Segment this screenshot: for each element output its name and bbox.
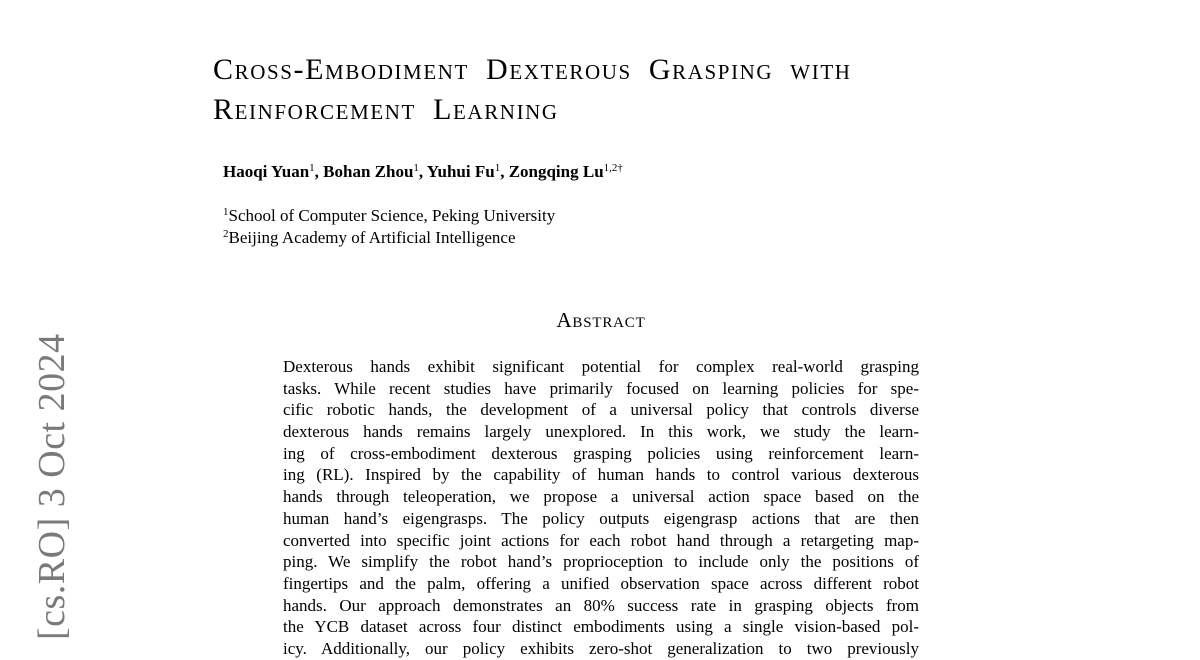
author-separator: , — [500, 162, 509, 181]
author-separator: , — [418, 162, 427, 181]
affiliation-text: School of Computer Science, Peking University — [228, 206, 556, 225]
author-affiliation-marker: 1 — [413, 162, 419, 174]
author — [323, 162, 427, 181]
author — [223, 162, 323, 181]
affiliation-list — [223, 205, 923, 249]
author-name: Yuhui Fu — [426, 162, 495, 181]
affiliation-text: Beijing Academy of Artificial Intelligence — [228, 228, 516, 247]
abstract-line: cific robotic hands, the development of a universal policy that controls diverse — [283, 400, 919, 420]
abstract-line: hands. Our approach demonstrates an 80% success rate in grasping objects from — [283, 595, 919, 615]
author-affiliation-marker: 1,2† — [603, 162, 623, 174]
paper-title-line-1: Cross-Embodiment Dexterous Grasping with — [213, 53, 852, 86]
abstract-line: ing of cross-embodiment dexterous grasping policies using reinforcement learn- — [283, 443, 919, 463]
affiliation-marker: 2 — [223, 228, 229, 240]
abstract-line: dexterous hands remains largely unexplored. In this work, we study the learn- — [283, 422, 919, 442]
abstract-line: ping. We simplify the robot hand’s proprioception to include only the positions of — [283, 552, 919, 572]
arxiv-stamp-text: [cs.RO] 3 Oct 2024 — [31, 333, 73, 640]
author-separator: , — [314, 162, 324, 181]
abstract-line: fingertips and the palm, offering a unified observation space across different robot — [283, 573, 919, 593]
abstract-line: converted into specific joint actions for each robot hand through a retargeting map- — [283, 530, 919, 550]
affiliation-marker: 1 — [223, 206, 229, 218]
author — [509, 162, 623, 181]
abstract-line: the YCB dataset across four distinct embodiments using a single vision-based pol- — [283, 617, 919, 637]
author-list — [223, 160, 923, 184]
abstract-line: ing (RL). Inspired by the capability of human hands to control various dexterous — [283, 465, 919, 485]
author — [427, 162, 509, 181]
abstract-line: Dexterous hands exhibit significant potential for complex real-world grasping — [283, 357, 919, 376]
abstract-line: hands through teleoperation, we propose a universal action space based on the — [283, 487, 919, 507]
abstract-line: human hand’s eigengrasps. The policy outputs eigengrasp actions that are then — [283, 508, 919, 528]
author-name: Zongqing Lu — [508, 162, 604, 181]
affiliation — [223, 227, 923, 249]
paper-title-line-2: Reinforcement Learning — [213, 93, 559, 126]
author-affiliation-marker: 1 — [309, 162, 315, 174]
author-name: Haoqi Yuan — [223, 162, 310, 181]
abstract-heading: Abstract — [556, 308, 646, 332]
affiliation — [223, 205, 923, 227]
abstract-line: icy. Additionally, our policy exhibits zero-shot generalization to two previously — [283, 638, 919, 658]
abstract-body — [283, 356, 919, 660]
paper-title — [213, 50, 1013, 130]
author-affiliation-marker: 1 — [494, 162, 501, 174]
abstract-line: tasks. While recent studies have primarily focused on learning policies for spe- — [283, 378, 919, 398]
arxiv-identifier-stamp — [30, 318, 74, 640]
author-name: Bohan Zhou — [323, 162, 414, 181]
